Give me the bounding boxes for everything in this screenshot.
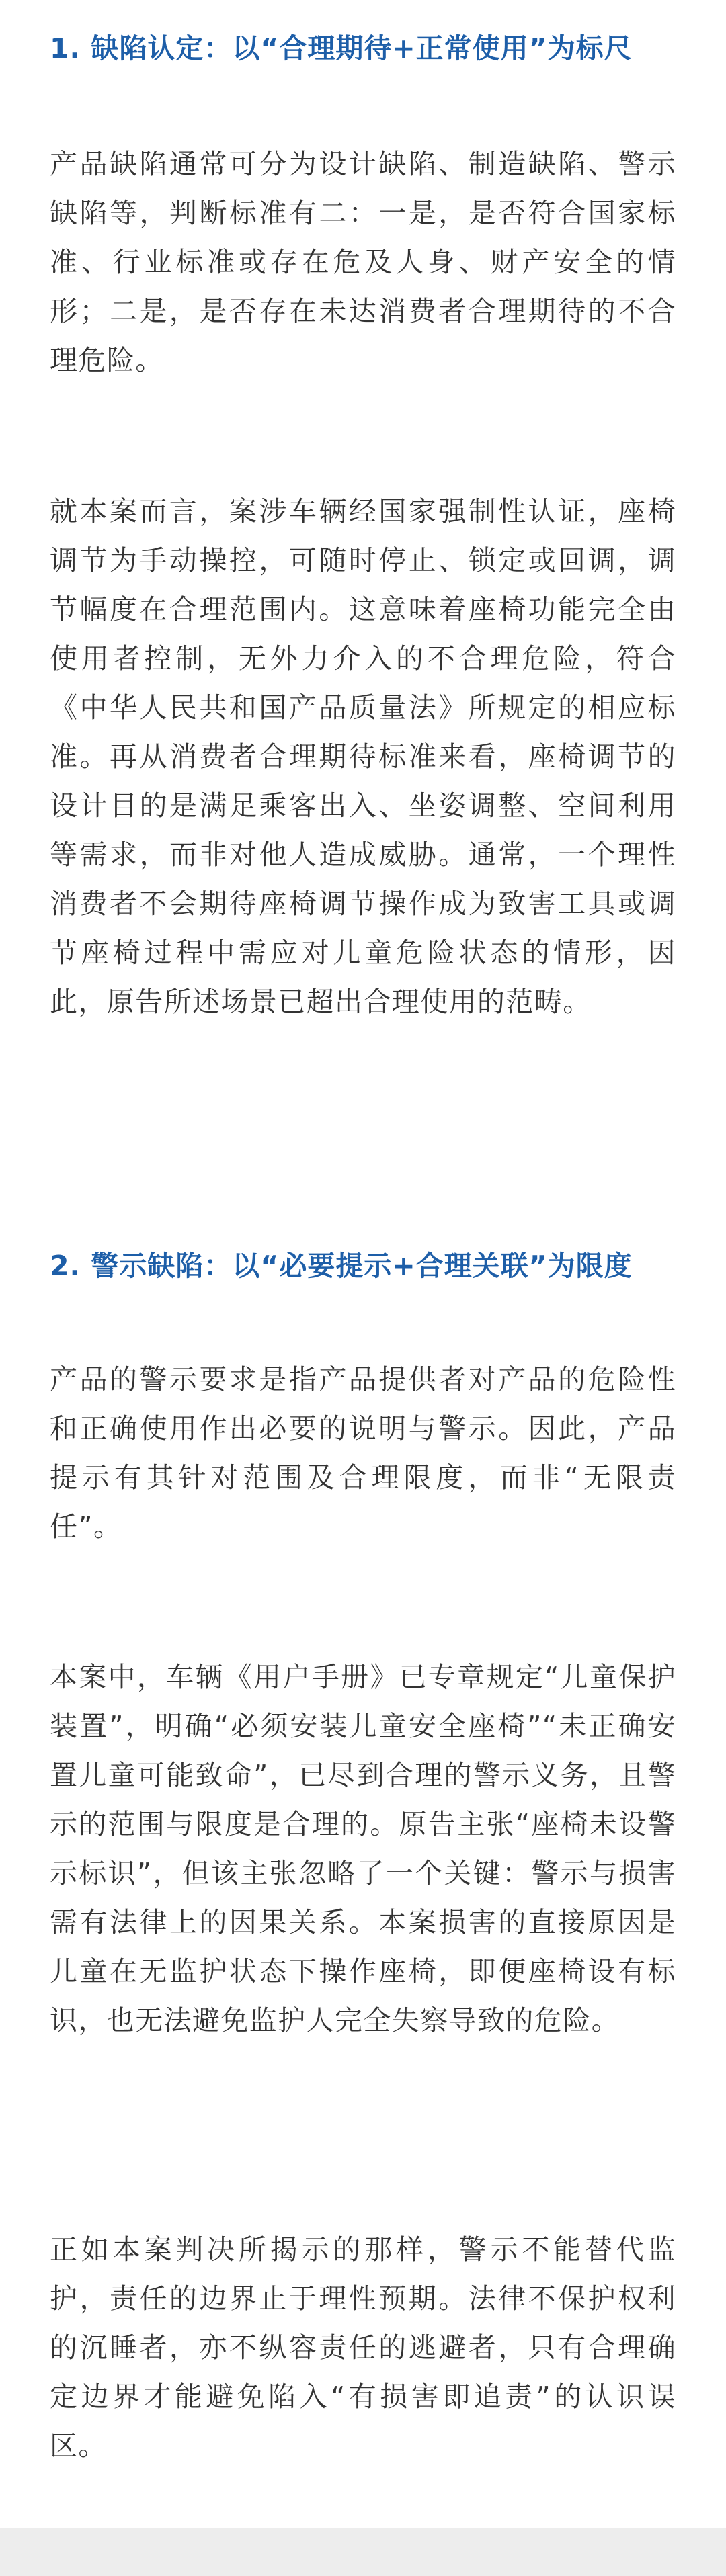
paragraph: 本案中，车辆《用户手册》已专章规定“儿童保护装置”，明确“必须安装儿童安全座椅”“未正确安置儿童可能致命”，已尽到合理的警示义务，且警示的范围与限度是合理的。原告主张“座椅未设警示标识”，但该主张忽略了一个关键：警示与损害需有法律上的因果关系。本案损害的直接原因是儿童在无监护状态下操作座椅，即便座椅设有标识，也无法避免监护人完全失察导致的危险。 <box>50 1661 676 2036</box>
paragraph: 产品缺陷通常可分为设计缺陷、制造缺陷、警示缺陷等，判断标准有二：一是，是否符合国家标准、行业标准或存在危及人身、财产安全的情形；二是，是否存在未达消费者合理期待的不合理危险。 <box>50 148 676 376</box>
paragraph: 就本案而言，案涉车辆经国家强制性认证，座椅调节为手动操控，可随时停止、锁定或回调，调节幅度在合理范围内。这意味着座椅功能完全由使用者控制，无外力介入的不合理危险，符合《中华人民共和国产品质量法》所规定的相应标准。再从消费者合理期待标准来看，座椅调节的设计目的是满足乘客出入、坐姿调整、空间利用等需求，而非对他人造成威胁。通常，一个理性消费者不会期待座椅调节操作成为致害工具或调节座椅过程中需应对儿童危险状态的情形，因此，原告所述场景已超出合理使用的范畴。 <box>50 495 676 1018</box>
section-heading-warning-defect: 2. 警示缺陷：以“必要提示+合理关联”为限度 <box>50 1250 633 1282</box>
bottom-divider-band <box>0 2528 726 2576</box>
section-heading-defect-determination: 1. 缺陷认定：以“合理期待+正常使用”为标尺 <box>50 32 633 65</box>
paragraph: 正如本案判决所揭示的那样，警示不能替代监护，责任的边界止于理性预期。法律不保护权利的沉睡者，亦不纵容责任的逃避者，只有合理确定边界才能避免陷入“有损害即追责”的认识误区。 <box>50 2233 676 2462</box>
paragraph: 产品的警示要求是指产品提供者对产品的危险性和正确使用作出必要的说明与警示。因此，产品提示有其针对范围及合理限度，而非“无限责任”。 <box>50 1363 676 1543</box>
